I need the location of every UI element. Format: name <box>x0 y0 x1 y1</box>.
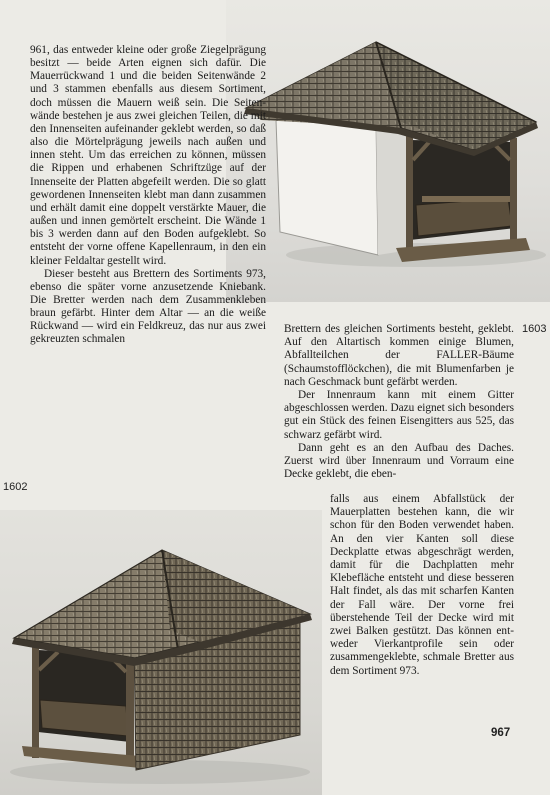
paragraph: 961, das entweder kleine oder große Ziegelprägung besitzt — beide Arten eignen sich dafür. Die Mauerrückwand 1 und die beiden Seitenwände 2 und 3 stammen ebenfalls aus diesem Sortiment, doch müssen die Mauern weiß sein. Die Seitenwände bestehen je aus zwei gleichen Teilen, die mit den Innenseiten aufeinander geklebt werden, so daß also die Mörtelprägung jeweils nach außen und innen steht. Um das erreichen zu können, müssen die Rippen und erhabenen Schriftzüge auf der Innenseite der Platten abgefeilt werden. Die so glatt gewordenen Innenseiten klebt man dann zusammen und erhält damit eine doppelt verstärkte Mauer, die außen und innen gemörtelt erscheint. Die Wände 1 bis 3 werden dann auf den Boden aufgeklebt. So entsteht der vorne offene Kapellenraum, in den ein kleiner Feldaltar gestellt wird. <box>30 44 266 267</box>
chapel-model-white-illustration <box>226 0 550 302</box>
photo-chapel-white-walls <box>226 0 550 302</box>
paragraph: Brettern des gleichen Sortiments besteht, geklebt. Auf den Altartisch kommen einige Blumen, Abfallteilchen der FALLER-Bäume (Schaumstofflöckchen), die mit Blumenfarben je nach Geschmack bunt gefärbt werden. <box>284 323 514 388</box>
chapel-model-shingle-illustration <box>0 510 322 795</box>
photo-chapel-shingle-walls <box>0 510 322 795</box>
text-column-right <box>284 323 514 481</box>
paragraph: Der Innenraum kann mit einem Gitter abgeschlossen werden. Dazu eignet sich besonders gut ein Stück des feinen Eisengitters aus 525, das schwarz gefärbt wird. <box>284 389 514 441</box>
margin-reference-right: 1603 <box>522 323 547 335</box>
paragraph: Dieser besteht aus Brettern des Sortiments 973, ebenso die später vorne anzusetzende Kniebank. Die Bretter werden nach dem Zusammenkleben braun gefärbt. Hinter dem Altar — an die weiße Rückwand — wird ein Feldkreuz, das nur aus zwei gekreuzten schmalen <box>30 267 266 346</box>
text-column-right-lower <box>330 493 514 678</box>
paragraph: falls aus einem Abfallstück der Mauerplatten bestehen kann, die wir schon für den Boden verwendet haben. An den vier Kanten soll diese Deckplatte etwas abgeschrägt werden, damit für die Dachplatten mehr Klebefläche entsteht und diese besseren Halt findet, als das mit scharfen Kanten der Fall wäre. Der vorne frei überstehende Teil der Decke wird mit zwei Balken gestützt. Das können entweder Vierkantprofile sein oder zusammengeklebte, schmale Bretter aus dem Sortiment 973. <box>330 493 514 677</box>
margin-reference-left: 1602 <box>3 481 28 493</box>
paragraph: Dann geht es an den Aufbau des Daches. Zuerst wird über Innenraum und Vorraum eine Decke geklebt, die eben- <box>284 441 514 481</box>
text-column-left <box>30 44 266 347</box>
page-number: 967 <box>491 727 511 739</box>
